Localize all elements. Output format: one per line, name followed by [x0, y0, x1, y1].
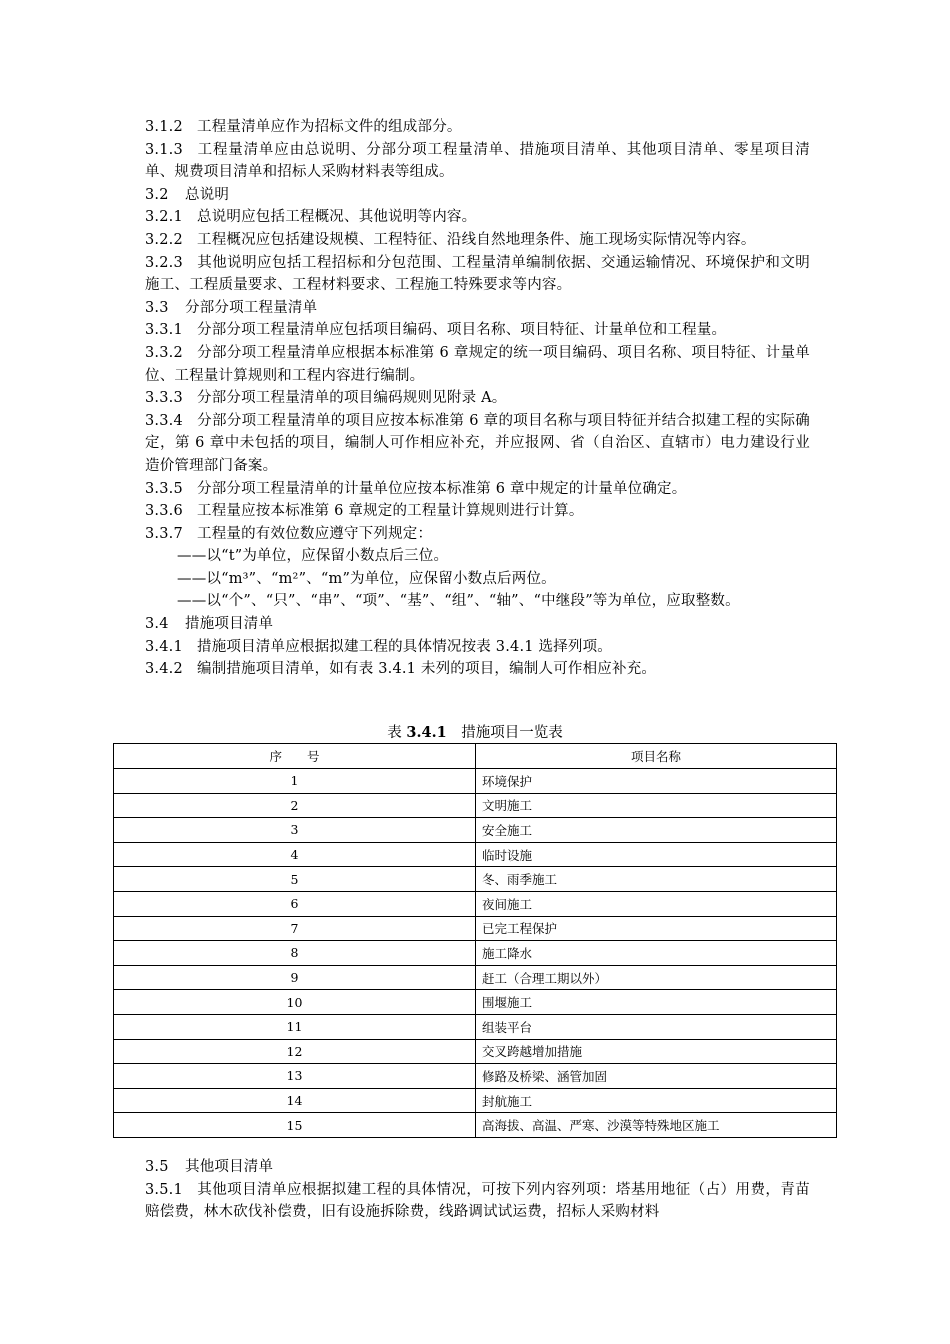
item-name-cell: 文明施工	[476, 793, 837, 818]
paragraph	[145, 116, 810, 139]
paragraph	[145, 297, 810, 320]
table-row	[114, 1064, 837, 1089]
item-name-cell: 夜间施工	[476, 891, 837, 916]
table-caption-prefix: 表	[387, 725, 407, 741]
body-text-continued	[145, 1156, 810, 1224]
clause-text: ——以“个”、“只”、“串”、“项”、“基”、“组”、“轴”、“中继段”等为单位，应取整数。	[177, 593, 740, 610]
clause-text: ——以“t”为单位，应保留小数点后三位。	[177, 548, 449, 565]
clause-number: 3.2.2	[145, 231, 183, 248]
table-row	[114, 916, 837, 941]
table-row	[114, 1014, 837, 1039]
clause-text: 分部分项工程量清单	[185, 299, 318, 316]
clause-text: 工程量清单应作为招标文件的组成部分。	[197, 119, 462, 135]
item-name-cell: 施工降水	[476, 941, 837, 966]
item-name-cell: 封航施工	[476, 1088, 837, 1113]
clause-number: 3.3.5	[145, 480, 183, 497]
serial-number-cell: 3	[114, 818, 476, 843]
table-row	[114, 1088, 837, 1113]
clause-number: 3.3.1	[145, 322, 183, 339]
clause-text: 总说明应包括工程概况、其他说明等内容。	[197, 209, 477, 226]
clause-number: 3.5.1	[145, 1181, 183, 1198]
clause-text: 其他项目清单应根据拟建工程的具体情况，可按下列内容列项：塔基用地征（占）用费，青苗赔偿费，林木砍伐补偿费，旧有设施拆除费，线路调试试运费，招标人采购材料	[145, 1181, 810, 1221]
clause-text: 总说明	[185, 186, 230, 203]
table-row	[114, 965, 837, 990]
clause-number: 3.5	[145, 1159, 169, 1175]
item-name-cell: 已完工程保护	[476, 916, 837, 941]
clause-number: 3.3	[145, 299, 169, 316]
table-row	[114, 793, 837, 818]
serial-number-cell: 12	[114, 1039, 476, 1064]
table-body	[114, 769, 837, 1138]
paragraph	[145, 658, 810, 681]
item-name-cell: 高海拔、高温、严寒、沙漠等特殊地区施工	[476, 1113, 837, 1138]
clause-text: 分部分项工程量清单的计量单位应按本标准第 6 章中规定的计量单位确定。	[197, 480, 687, 497]
table-row	[114, 818, 837, 843]
table-row	[114, 941, 837, 966]
serial-number-cell: 1	[114, 769, 476, 794]
serial-number-cell: 7	[114, 916, 476, 941]
clause-text: 其他说明应包括工程招标和分包范围、工程量清单编制依据、交通运输情况、环境保护和文明施工、工程质量要求、工程材料要求、工程施工特殊要求等内容。	[145, 254, 810, 294]
clause-text: 工程概况应包括建设规模、工程特征、沿线自然地理条件、施工现场实际情况等内容。	[197, 231, 756, 248]
paragraph	[145, 342, 810, 387]
paragraph	[145, 252, 810, 297]
item-name-cell: 冬、雨季施工	[476, 867, 837, 892]
serial-number-cell: 15	[114, 1113, 476, 1138]
table-row	[114, 769, 837, 794]
paragraph	[145, 387, 810, 410]
header-serial-number: 序 号	[114, 744, 476, 769]
paragraph	[145, 139, 810, 184]
clause-text: 工程量的有效位数应遵守下列规定：	[197, 525, 433, 542]
clause-text: ——以“m³”、“m²”、“m”为单位，应保留小数点后两位。	[177, 570, 556, 587]
item-name-cell: 安全施工	[476, 818, 837, 843]
table-row	[114, 842, 837, 867]
paragraph	[145, 1156, 810, 1179]
serial-number-cell: 10	[114, 990, 476, 1015]
clause-number: 3.2.1	[145, 209, 183, 226]
clause-number: 3.3.2	[145, 344, 183, 361]
clause-text: 措施项目清单	[185, 616, 274, 633]
paragraph	[145, 229, 810, 252]
paragraph	[145, 545, 810, 568]
clause-number: 3.3.4	[145, 412, 183, 429]
item-name-cell: 交叉跨越增加措施	[476, 1039, 837, 1064]
clause-text: 其他项目清单	[185, 1159, 274, 1175]
clause-text: 工程量应按本标准第 6 章规定的工程量计算规则进行计算。	[197, 503, 584, 520]
table-row	[114, 1039, 837, 1064]
item-name-cell: 赶工（合理工期以外）	[476, 965, 837, 990]
serial-number-cell: 9	[114, 965, 476, 990]
serial-number-cell: 13	[114, 1064, 476, 1089]
item-name-cell: 修路及桥梁、涵管加固	[476, 1064, 837, 1089]
paragraph	[145, 184, 810, 207]
clause-number: 3.3.3	[145, 390, 183, 407]
table-caption	[113, 724, 837, 742]
paragraph	[145, 636, 810, 659]
serial-number-cell: 14	[114, 1088, 476, 1113]
serial-number-cell: 8	[114, 941, 476, 966]
table-row	[114, 990, 837, 1015]
serial-number-cell: 11	[114, 1014, 476, 1039]
paragraph	[145, 500, 810, 523]
item-name-cell: 临时设施	[476, 842, 837, 867]
table-row	[114, 1113, 837, 1138]
clause-text: 措施项目清单应根据拟建工程的具体情况按表 3.4.1 选择列项。	[197, 638, 613, 655]
table-caption-title: 措施项目一览表	[461, 725, 563, 741]
clause-text: 分部分项工程量清单应包括项目编码、项目名称、项目特征、计量单位和工程量。	[197, 322, 727, 339]
clause-text: 分部分项工程量清单的项目编码规则见附录 A。	[197, 390, 507, 407]
clause-number: 3.1.2	[145, 119, 183, 135]
header-item-name: 项目名称	[476, 744, 837, 769]
table-row	[114, 867, 837, 892]
table-caption-number: 3.4.1	[406, 724, 447, 741]
serial-number-cell: 4	[114, 842, 476, 867]
clause-number: 3.3.6	[145, 503, 183, 520]
body-text	[145, 116, 810, 681]
table-row	[114, 891, 837, 916]
paragraph	[145, 613, 810, 636]
measures-table	[113, 743, 837, 1138]
paragraph	[145, 478, 810, 501]
paragraph	[145, 568, 810, 591]
item-name-cell: 环境保护	[476, 769, 837, 794]
serial-number-cell: 2	[114, 793, 476, 818]
paragraph	[145, 319, 810, 342]
paragraph	[145, 206, 810, 229]
paragraph	[145, 523, 810, 546]
clause-text: 工程量清单应由总说明、分部分项工程量清单、措施项目清单、其他项目清单、零星项目清单、规费项目清单和招标人采购材料表等组成。	[145, 141, 810, 181]
clause-number: 3.2.3	[145, 254, 183, 271]
clause-text: 编制措施项目清单，如有表 3.4.1 未列的项目，编制人可作相应补充。	[197, 661, 657, 678]
item-name-cell: 围堰施工	[476, 990, 837, 1015]
clause-text: 分部分项工程量清单应根据本标准第 6 章规定的统一项目编码、项目名称、项目特征、计量单位、工程量计算规则和工程内容进行编制。	[145, 344, 810, 384]
clause-number: 3.4	[145, 616, 169, 633]
clause-number: 3.4.2	[145, 661, 183, 678]
clause-number: 3.2	[145, 186, 169, 203]
item-name-cell: 组装平台	[476, 1014, 837, 1039]
serial-number-cell: 5	[114, 867, 476, 892]
paragraph	[145, 410, 810, 478]
paragraph	[145, 590, 810, 613]
clause-text: 分部分项工程量清单的项目应按本标准第 6 章的项目名称与项目特征并结合拟建工程的实际确定，第 6 章中未包括的项目，编制人可作相应补充，并应报网、省（自治区、直辖市）电力建设行业造价管理部门备案。	[145, 412, 810, 474]
serial-number-cell: 6	[114, 891, 476, 916]
clause-number: 3.1.3	[145, 141, 183, 158]
clause-number: 3.4.1	[145, 638, 183, 655]
table-header-row	[114, 744, 837, 769]
clause-number: 3.3.7	[145, 525, 183, 542]
paragraph	[145, 1179, 810, 1224]
